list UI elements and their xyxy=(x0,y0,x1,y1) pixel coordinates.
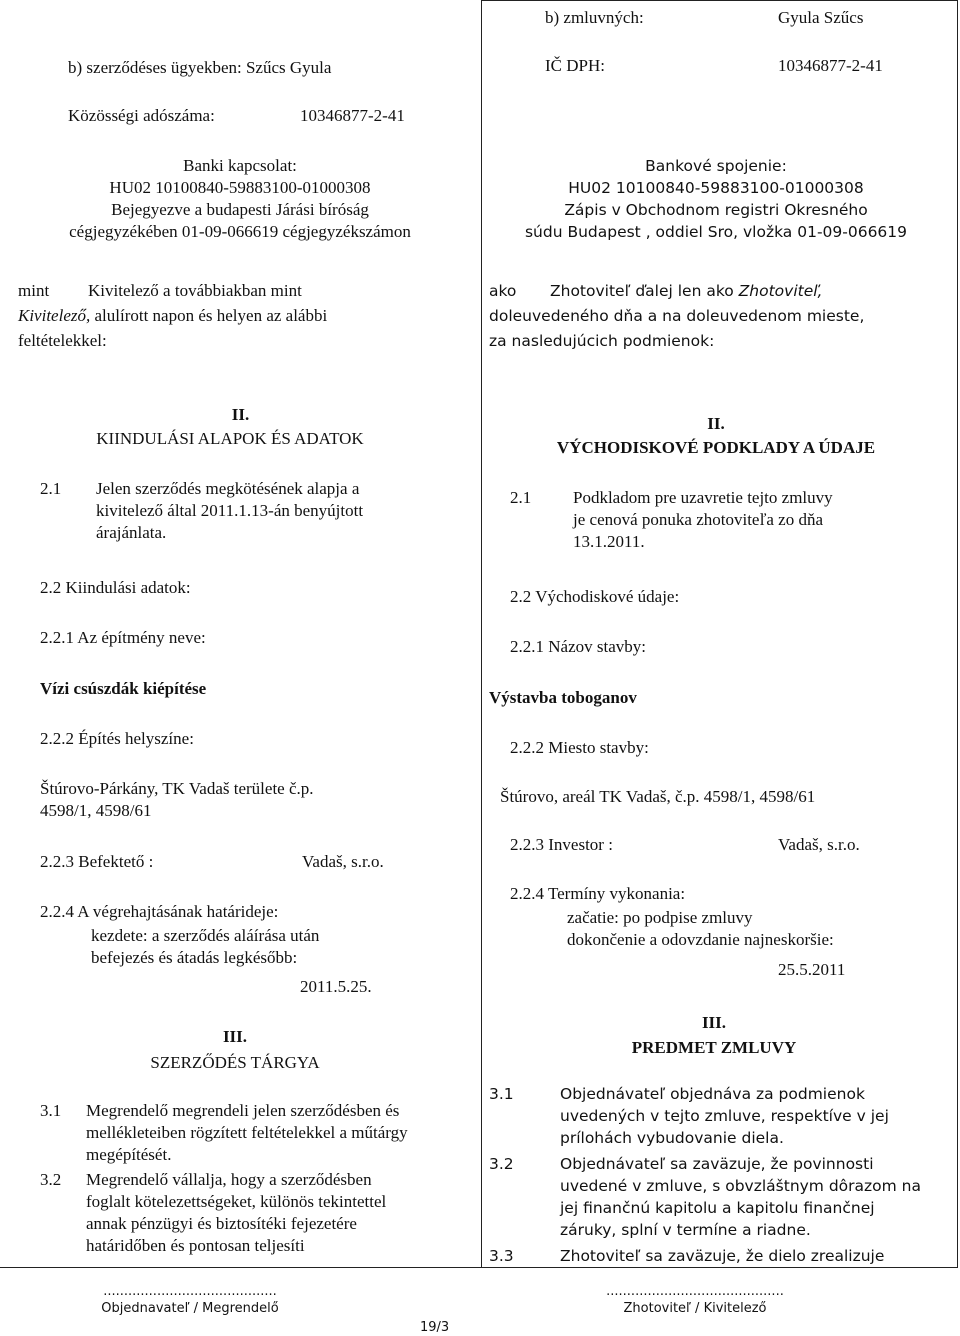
left-intro-mint: mint xyxy=(18,281,50,300)
right-signature-dots: ........................................... xyxy=(606,1284,784,1299)
right-border xyxy=(957,0,958,1268)
right-bank-block xyxy=(481,155,951,243)
right-item31-num: 3.1 xyxy=(489,1085,514,1103)
left-location xyxy=(40,778,314,822)
left-signature-dots: .......................................... xyxy=(103,1284,277,1299)
left-tax-value: 10346877-2-41 xyxy=(300,106,405,125)
left-item21-line: árajánlata. xyxy=(96,523,167,542)
right-item21-line: Podkladom pre uzavretie tejto zmluvy xyxy=(573,488,833,507)
right-bank-line: Bankové spojenie: xyxy=(645,157,787,175)
left-bank-line: Banki kapcsolat: xyxy=(183,156,297,175)
left-bank-line: Bejegyezve a budapesti Járási bíróság xyxy=(111,200,369,219)
left-item31-line: megépítését. xyxy=(86,1145,172,1164)
right-item21-num: 2.1 xyxy=(510,488,532,507)
right-item31-line: Objednávateľ objednáva za podmienok xyxy=(560,1085,865,1103)
right-item31-text xyxy=(560,1083,889,1149)
left-section3-title: SZERZŐDÉS TÁRGYA xyxy=(150,1053,320,1072)
left-item32-line: foglalt kötelezettségeket, különös tekintettel xyxy=(86,1192,387,1211)
right-item223-label: 2.2.3 Investor : xyxy=(510,835,613,854)
left-item32-text xyxy=(86,1169,386,1257)
right-item224-line: začatie: po podpise zmluvy xyxy=(567,908,753,927)
left-section2-title: KIINDULÁSI ALAPOK ÉS ADATOK xyxy=(96,429,364,448)
right-signature-label: Zhotoviteľ / Kivitelező xyxy=(623,1301,767,1316)
right-intro-line2: doleuvedeného dňa a na doleuvedenom mieste, xyxy=(489,307,865,325)
left-item224-text xyxy=(91,925,319,969)
left-role-label: b) szerződéses ügyekben: Szűcs Gyula xyxy=(68,58,332,77)
left-bank-line: cégjegyzékében 01-09-066619 cégjegyzékszámon xyxy=(69,222,411,241)
right-item224-text xyxy=(567,907,834,951)
right-bank-line: HU02 10100840-59883100-01000308 xyxy=(568,179,864,197)
right-item21-text xyxy=(573,487,833,553)
left-section3-roman: III. xyxy=(222,1027,248,1046)
left-item221: 2.2.1 Az építmény neve: xyxy=(40,628,206,647)
left-item21-line: Jelen szerződés megkötésének alapja a xyxy=(96,479,360,498)
left-location-line: Štúrovo-Párkány, TK Vadaš területe č.p. xyxy=(40,779,314,798)
bottom-border xyxy=(0,1267,958,1268)
right-intro-line3: za nasledujúcich podmienok: xyxy=(489,332,715,350)
right-item223-value: Vadaš, s.r.o. xyxy=(778,835,860,854)
left-intro-line1: Kivitelező a továbbiakban mint xyxy=(88,281,302,300)
left-item31-line: mellékleteiben rögzített feltételekkel a műtárgy xyxy=(86,1123,408,1142)
right-item32-num: 3.2 xyxy=(489,1155,514,1173)
left-intro-line2 xyxy=(18,305,327,327)
left-item32-line: Megrendelő vállalja, hogy a szerződésben xyxy=(86,1170,372,1189)
right-intro-italic: Zhotoviteľ, xyxy=(738,282,823,300)
right-vat-value: 10346877-2-41 xyxy=(778,56,883,75)
left-item224-date: 2011.5.25. xyxy=(300,977,372,996)
left-item223-label: 2.2.3 Befektető : xyxy=(40,852,154,871)
right-vat-label: IČ DPH: xyxy=(545,56,605,75)
right-item33-text: Zhotoviteľ sa zaväzuje, že dielo zrealizuje xyxy=(560,1247,885,1265)
left-item21-line: kivitelező által 2011.1.13-án benyújtott xyxy=(96,501,364,520)
left-item21-num: 2.1 xyxy=(40,479,62,498)
left-bank-block xyxy=(10,155,470,243)
left-intro-italic: Kivitelező, xyxy=(18,306,91,325)
left-intro-line3: feltételekkel: xyxy=(18,331,107,350)
right-item32-line: jej finančnú kapitolu a kapitolu finančnej xyxy=(560,1199,875,1217)
right-item222: 2.2.2 Miesto stavby: xyxy=(510,738,649,757)
right-item32-line: uvedené v zmluve, s obvzláštnym dôrazom na xyxy=(560,1177,921,1195)
right-location: Štúrovo, areál TK Vadaš, č.p. 4598/1, 4598/61 xyxy=(500,787,816,806)
right-section3-roman: III. xyxy=(701,1013,727,1032)
right-item32-line: Objednávateľ sa zaväzuje, že povinnosti xyxy=(560,1155,874,1173)
right-item21-line: 13.1.2011. xyxy=(573,532,645,551)
right-building-name: Výstavba toboganov xyxy=(489,688,637,707)
left-item31-line: Megrendelő megrendeli jelen szerződésben és xyxy=(86,1101,400,1120)
right-item224-date: 25.5.2011 xyxy=(778,960,846,979)
right-section3-title: PREDMET ZMLUVY xyxy=(631,1038,797,1057)
left-item224-line: kezdete: a szerződés aláírása után xyxy=(91,926,320,945)
left-item32-line: annak pénzügyi és biztosítéki fejezetére xyxy=(86,1214,357,1233)
right-item224-label: 2.2.4 Termíny vykonania: xyxy=(510,884,686,903)
left-tax-label: Közösségi adószáma: xyxy=(68,106,215,125)
left-item224-label: 2.2.4 A végrehajtásának határideje: xyxy=(40,902,279,921)
page-number: 19/3 xyxy=(420,1320,450,1335)
right-item31-line: uvedených v tejto zmluve, respektíve v jej xyxy=(560,1107,889,1125)
left-section2-roman: II. xyxy=(231,405,250,424)
right-intro-text: Zhotoviteľ ďalej len ako xyxy=(550,282,739,300)
right-item221: 2.2.1 Názov stavby: xyxy=(510,637,646,656)
left-item31-text xyxy=(86,1100,408,1166)
left-location-line: 4598/1, 4598/61 xyxy=(40,801,152,820)
left-item222: 2.2.2 Építés helyszíne: xyxy=(40,729,194,748)
right-intro-line1 xyxy=(550,280,822,302)
left-item224-line: befejezés és átadás legkésőbb: xyxy=(91,948,298,967)
left-item32-line: határidőben és pontosan teljesíti xyxy=(86,1236,305,1255)
left-signature-label: Objednavateľ / Megrendelő xyxy=(101,1301,279,1316)
left-bank-line: HU02 10100840-59883100-01000308 xyxy=(109,178,371,197)
left-item31-num: 3.1 xyxy=(40,1101,62,1120)
right-item32-line: záruky, splní v termíne a riadne. xyxy=(560,1221,811,1239)
right-item32-text xyxy=(560,1153,921,1241)
right-item31-line: prílohách vybudovanie diela. xyxy=(560,1129,784,1147)
right-role-name: Gyula Szűcs xyxy=(778,8,864,27)
right-item22: 2.2 Východiskové údaje: xyxy=(510,587,680,606)
right-item33-num: 3.3 xyxy=(489,1247,514,1265)
left-item22: 2.2 Kiindulási adatok: xyxy=(40,578,191,597)
left-item223-value: Vadaš, s.r.o. xyxy=(302,852,384,871)
right-intro-ako: ako xyxy=(489,282,517,300)
top-border xyxy=(481,0,958,1)
right-bank-line: súdu Budapest , oddiel Sro, vložka 01-09-066619 xyxy=(524,223,908,241)
right-item21-line: je cenová ponuka zhotoviteľa zo dňa xyxy=(573,510,824,529)
right-item224-line: dokončenie a odovzdanie najneskoršie: xyxy=(567,930,834,949)
right-role-label: b) zmluvných: xyxy=(545,8,644,27)
left-intro-rest: alulírott napon és helyen az alábbi xyxy=(90,306,328,325)
left-item21-text xyxy=(96,478,363,544)
right-section2-roman: II. xyxy=(707,414,725,433)
right-bank-line: Zápis v Obchodnom registri Okresného xyxy=(564,201,868,219)
left-building-name: Vízi csúszdák kiépítése xyxy=(40,679,207,698)
left-item32-num: 3.2 xyxy=(40,1170,62,1189)
right-section2-title: VÝCHODISKOVÉ PODKLADY A ÚDAJE xyxy=(556,438,876,457)
